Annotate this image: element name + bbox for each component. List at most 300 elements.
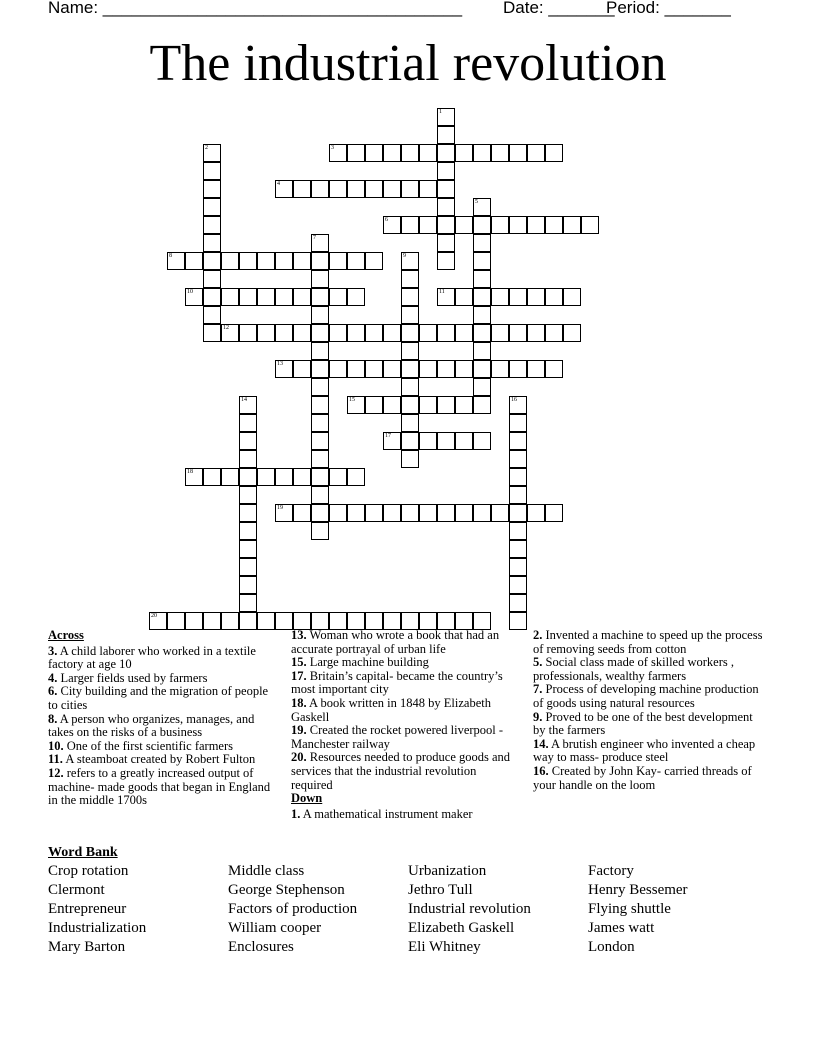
grid-cell[interactable] bbox=[545, 504, 563, 522]
grid-cell[interactable] bbox=[563, 288, 581, 306]
grid-cell[interactable] bbox=[347, 396, 365, 414]
across-heading: Across bbox=[48, 628, 84, 642]
grid-cell[interactable] bbox=[329, 180, 347, 198]
grid-cell[interactable] bbox=[473, 198, 491, 216]
grid-cell[interactable] bbox=[437, 396, 455, 414]
grid-cell[interactable] bbox=[329, 144, 347, 162]
grid-cell[interactable] bbox=[293, 360, 311, 378]
clue-item bbox=[533, 738, 763, 765]
clue-text: Social class made of skilled workers , professionals, wealthy farmers bbox=[533, 655, 734, 683]
clue-text: One of the first scientific farmers bbox=[63, 738, 234, 753]
grid-cell[interactable] bbox=[437, 126, 455, 144]
word-bank-item: Clermont bbox=[48, 882, 105, 898]
clue-number: 8. bbox=[48, 711, 58, 726]
grid-cell[interactable] bbox=[365, 252, 383, 270]
word-bank-item: Crop rotation bbox=[48, 863, 129, 879]
date-field[interactable]: Date: _______ bbox=[503, 0, 615, 17]
clue-item bbox=[48, 672, 278, 686]
grid-cell[interactable] bbox=[509, 432, 527, 450]
cell-number: 2 bbox=[205, 145, 208, 151]
grid-cell[interactable] bbox=[239, 414, 257, 432]
grid-cell[interactable] bbox=[545, 360, 563, 378]
grid-cell[interactable] bbox=[221, 288, 239, 306]
grid-cell[interactable] bbox=[473, 324, 491, 342]
grid-cell[interactable] bbox=[347, 468, 365, 486]
grid-cell[interactable] bbox=[329, 504, 347, 522]
clue-item bbox=[48, 645, 278, 672]
word-bank-title: Word Bank bbox=[48, 845, 118, 860]
grid-cell[interactable] bbox=[275, 180, 293, 198]
clue-text: Process of developing machine production of goods using natural resources bbox=[533, 682, 759, 710]
clue-item bbox=[48, 753, 278, 767]
grid-cell[interactable] bbox=[419, 504, 437, 522]
grid-cell[interactable] bbox=[311, 324, 329, 342]
grid-cell[interactable] bbox=[473, 360, 491, 378]
grid-cell[interactable] bbox=[509, 576, 527, 594]
clue-item bbox=[48, 685, 278, 712]
grid-cell[interactable] bbox=[509, 504, 527, 522]
grid-cell[interactable] bbox=[509, 486, 527, 504]
grid-cell[interactable] bbox=[437, 360, 455, 378]
grid-cell[interactable] bbox=[347, 288, 365, 306]
grid-cell[interactable] bbox=[527, 324, 545, 342]
grid-cell[interactable] bbox=[491, 288, 509, 306]
grid-cell[interactable] bbox=[167, 612, 185, 630]
clue-text: Larger fields used by farmers bbox=[57, 670, 208, 685]
grid-cell[interactable] bbox=[203, 270, 221, 288]
cell-number: 13 bbox=[277, 361, 283, 367]
grid-cell[interactable] bbox=[401, 270, 419, 288]
grid-cell[interactable] bbox=[455, 216, 473, 234]
grid-cell[interactable] bbox=[401, 504, 419, 522]
grid-cell[interactable] bbox=[311, 234, 329, 252]
word-bank-item: Enclosures bbox=[228, 939, 294, 955]
word-bank-item: Mary Barton bbox=[48, 939, 126, 955]
clue-text: A child laborer who worked in a textile factory at age 10 bbox=[48, 643, 256, 672]
grid-cell[interactable] bbox=[491, 324, 509, 342]
grid-cell[interactable] bbox=[293, 504, 311, 522]
clue-item bbox=[291, 670, 521, 697]
grid-cell[interactable] bbox=[455, 324, 473, 342]
grid-cell[interactable] bbox=[293, 252, 311, 270]
grid-cell[interactable] bbox=[509, 144, 527, 162]
grid-cell[interactable] bbox=[473, 270, 491, 288]
clue-item bbox=[533, 711, 763, 738]
grid-cell[interactable] bbox=[509, 360, 527, 378]
grid-cell[interactable] bbox=[257, 252, 275, 270]
word-bank-item: Elizabeth Gaskell bbox=[408, 920, 515, 936]
word-bank-item: Jethro Tull bbox=[408, 882, 473, 898]
grid-cell[interactable] bbox=[221, 324, 239, 342]
grid-cell[interactable] bbox=[491, 504, 509, 522]
word-bank-item: London bbox=[588, 939, 635, 955]
clues-column-3 bbox=[533, 629, 763, 792]
down-heading: Down bbox=[291, 791, 323, 806]
grid-cell[interactable] bbox=[311, 306, 329, 324]
grid-cell[interactable] bbox=[419, 180, 437, 198]
grid-cell[interactable] bbox=[311, 396, 329, 414]
grid-cell[interactable] bbox=[491, 216, 509, 234]
grid-cell[interactable] bbox=[203, 144, 221, 162]
grid-cell[interactable] bbox=[383, 396, 401, 414]
grid-cell[interactable] bbox=[311, 432, 329, 450]
cell-number: 18 bbox=[187, 469, 193, 475]
grid-cell[interactable] bbox=[419, 324, 437, 342]
grid-cell[interactable] bbox=[401, 360, 419, 378]
grid-cell[interactable] bbox=[401, 432, 419, 450]
word-bank-item: Industrial revolution bbox=[408, 901, 531, 917]
clue-text: Resources needed to produce goods and services that the industrial revolution required bbox=[291, 750, 511, 792]
name-field[interactable]: Name: ______________________________________ bbox=[48, 0, 463, 17]
grid-cell[interactable] bbox=[563, 324, 581, 342]
grid-cell[interactable] bbox=[509, 324, 527, 342]
clue-text: Britain’s capital- became the country’s most important city bbox=[291, 668, 503, 697]
cell-number: 5 bbox=[475, 199, 478, 205]
grid-cell[interactable] bbox=[419, 144, 437, 162]
cell-number: 15 bbox=[349, 397, 355, 403]
grid-cell[interactable] bbox=[455, 504, 473, 522]
clue-item bbox=[291, 697, 521, 724]
clue-number: 11. bbox=[48, 752, 63, 767]
grid-cell[interactable] bbox=[221, 612, 239, 630]
grid-cell[interactable] bbox=[203, 216, 221, 234]
clues-column-1 bbox=[48, 629, 278, 808]
grid-cell[interactable] bbox=[185, 468, 203, 486]
grid-cell[interactable] bbox=[239, 450, 257, 468]
grid-cell[interactable] bbox=[491, 360, 509, 378]
grid-cell[interactable] bbox=[275, 360, 293, 378]
word-bank-item: Flying shuttle bbox=[588, 901, 671, 917]
grid-cell[interactable] bbox=[167, 252, 185, 270]
grid-cell[interactable] bbox=[311, 522, 329, 540]
grid-cell[interactable] bbox=[437, 252, 455, 270]
grid-cell[interactable] bbox=[473, 342, 491, 360]
grid-cell[interactable] bbox=[203, 180, 221, 198]
grid-cell[interactable] bbox=[239, 612, 257, 630]
grid-cell[interactable] bbox=[347, 360, 365, 378]
grid-cell[interactable] bbox=[149, 612, 167, 630]
grid-cell[interactable] bbox=[365, 504, 383, 522]
grid-cell[interactable] bbox=[527, 360, 545, 378]
grid-cell[interactable] bbox=[203, 468, 221, 486]
grid-cell[interactable] bbox=[455, 396, 473, 414]
grid-cell[interactable] bbox=[311, 180, 329, 198]
clue-item bbox=[533, 765, 763, 792]
grid-cell[interactable] bbox=[473, 306, 491, 324]
grid-cell[interactable] bbox=[275, 288, 293, 306]
grid-cell[interactable] bbox=[473, 216, 491, 234]
grid-cell[interactable] bbox=[545, 324, 563, 342]
grid-cell[interactable] bbox=[239, 558, 257, 576]
word-bank-item: Urbanization bbox=[408, 863, 487, 879]
word-bank-item: Henry Bessemer bbox=[588, 882, 688, 898]
grid-cell[interactable] bbox=[563, 216, 581, 234]
grid-cell[interactable] bbox=[383, 180, 401, 198]
grid-cell[interactable] bbox=[473, 144, 491, 162]
clue-text: Woman who wrote a book that had an accurate portrayal of urban life bbox=[291, 628, 500, 656]
grid-cell[interactable] bbox=[383, 216, 401, 234]
grid-cell[interactable] bbox=[329, 360, 347, 378]
grid-cell[interactable] bbox=[527, 216, 545, 234]
grid-cell[interactable] bbox=[185, 288, 203, 306]
grid-cell[interactable] bbox=[275, 324, 293, 342]
grid-cell[interactable] bbox=[329, 288, 347, 306]
grid-cell[interactable] bbox=[419, 432, 437, 450]
grid-cell[interactable] bbox=[401, 288, 419, 306]
grid-cell[interactable] bbox=[239, 504, 257, 522]
grid-cell[interactable] bbox=[329, 324, 347, 342]
grid-cell[interactable] bbox=[203, 306, 221, 324]
grid-cell[interactable] bbox=[509, 414, 527, 432]
grid-cell[interactable] bbox=[437, 432, 455, 450]
grid-cell[interactable] bbox=[203, 324, 221, 342]
grid-cell[interactable] bbox=[347, 144, 365, 162]
clue-number: 2. bbox=[533, 628, 543, 642]
grid-cell[interactable] bbox=[365, 180, 383, 198]
grid-cell[interactable] bbox=[509, 540, 527, 558]
grid-cell[interactable] bbox=[419, 360, 437, 378]
grid-cell[interactable] bbox=[383, 324, 401, 342]
grid-cell[interactable] bbox=[437, 324, 455, 342]
grid-cell[interactable] bbox=[509, 450, 527, 468]
grid-cell[interactable] bbox=[509, 594, 527, 612]
grid-cell[interactable] bbox=[509, 396, 527, 414]
grid-cell[interactable] bbox=[527, 504, 545, 522]
grid-cell[interactable] bbox=[401, 324, 419, 342]
cell-number: 17 bbox=[385, 433, 391, 439]
grid-cell[interactable] bbox=[311, 486, 329, 504]
grid-cell[interactable] bbox=[329, 468, 347, 486]
grid-cell[interactable] bbox=[527, 288, 545, 306]
grid-cell[interactable] bbox=[419, 216, 437, 234]
grid-cell[interactable] bbox=[347, 180, 365, 198]
grid-cell[interactable] bbox=[473, 234, 491, 252]
clue-item bbox=[533, 656, 763, 683]
clue-item bbox=[291, 751, 521, 792]
clue-number: 20. bbox=[291, 750, 307, 765]
grid-cell[interactable] bbox=[239, 576, 257, 594]
grid-cell[interactable] bbox=[257, 468, 275, 486]
cell-number: 8 bbox=[169, 253, 172, 259]
cell-number: 6 bbox=[385, 217, 388, 223]
grid-cell[interactable] bbox=[185, 252, 203, 270]
grid-cell[interactable] bbox=[239, 432, 257, 450]
clue-text: A mathematical instrument maker bbox=[300, 806, 473, 821]
word-bank-item: Industrialization bbox=[48, 920, 147, 936]
cell-number: 3 bbox=[331, 145, 334, 151]
clue-number: 10. bbox=[48, 738, 64, 753]
cell-number: 20 bbox=[151, 613, 157, 619]
grid-cell[interactable] bbox=[509, 288, 527, 306]
clue-text: Created the rocket powered liverpool - Manchester railway bbox=[291, 723, 504, 751]
grid-cell[interactable] bbox=[401, 414, 419, 432]
grid-cell[interactable] bbox=[437, 216, 455, 234]
word-bank-item: Eli Whitney bbox=[408, 939, 481, 955]
grid-cell[interactable] bbox=[509, 468, 527, 486]
grid-cell[interactable] bbox=[545, 216, 563, 234]
grid-cell[interactable] bbox=[239, 252, 257, 270]
grid-cell[interactable] bbox=[473, 288, 491, 306]
grid-cell[interactable] bbox=[401, 216, 419, 234]
grid-cell[interactable] bbox=[491, 144, 509, 162]
grid-cell[interactable] bbox=[329, 252, 347, 270]
grid-cell[interactable] bbox=[401, 252, 419, 270]
grid-cell[interactable] bbox=[437, 180, 455, 198]
word-bank-item: Factors of production bbox=[228, 901, 358, 917]
grid-cell[interactable] bbox=[527, 144, 545, 162]
clue-number: 5. bbox=[533, 655, 543, 670]
grid-cell[interactable] bbox=[383, 144, 401, 162]
clue-item bbox=[533, 683, 763, 710]
cell-number: 16 bbox=[511, 397, 517, 403]
grid-cell[interactable] bbox=[401, 450, 419, 468]
grid-cell[interactable] bbox=[509, 612, 527, 630]
grid-cell[interactable] bbox=[383, 360, 401, 378]
grid-cell[interactable] bbox=[347, 504, 365, 522]
clue-text: Proved to be one of the best development by the farmers bbox=[533, 709, 753, 738]
clue-item bbox=[291, 629, 521, 656]
grid-cell[interactable] bbox=[383, 504, 401, 522]
grid-cell[interactable] bbox=[437, 144, 455, 162]
clue-number: 17. bbox=[291, 668, 307, 683]
grid-cell[interactable] bbox=[311, 360, 329, 378]
grid-cell[interactable] bbox=[311, 342, 329, 360]
grid-cell[interactable] bbox=[203, 234, 221, 252]
grid-cell[interactable] bbox=[311, 468, 329, 486]
grid-cell[interactable] bbox=[509, 558, 527, 576]
grid-cell[interactable] bbox=[419, 396, 437, 414]
cell-number: 12 bbox=[223, 325, 229, 331]
grid-cell[interactable] bbox=[347, 324, 365, 342]
grid-cell[interactable] bbox=[275, 252, 293, 270]
grid-cell[interactable] bbox=[311, 414, 329, 432]
cell-number: 4 bbox=[277, 181, 280, 187]
grid-cell[interactable] bbox=[437, 504, 455, 522]
grid-cell[interactable] bbox=[455, 288, 473, 306]
word-bank-item: William cooper bbox=[228, 920, 322, 936]
clue-item bbox=[291, 724, 521, 751]
clue-number: 16. bbox=[533, 763, 549, 778]
clue-number: 13. bbox=[291, 628, 307, 642]
grid-cell[interactable] bbox=[455, 432, 473, 450]
grid-cell[interactable] bbox=[203, 252, 221, 270]
grid-cell[interactable] bbox=[257, 612, 275, 630]
student-info-header bbox=[48, 0, 768, 20]
grid-cell[interactable] bbox=[239, 540, 257, 558]
grid-cell[interactable] bbox=[293, 180, 311, 198]
grid-cell[interactable] bbox=[311, 504, 329, 522]
grid-cell[interactable] bbox=[239, 522, 257, 540]
clue-number: 19. bbox=[291, 723, 307, 738]
grid-cell[interactable] bbox=[257, 288, 275, 306]
clue-number: 7. bbox=[533, 682, 543, 697]
clue-number: 1. bbox=[291, 806, 301, 821]
clue-text: A book written in 1848 by Elizabeth Gaskell bbox=[291, 695, 491, 724]
cell-number: 9 bbox=[403, 253, 406, 259]
grid-cell[interactable] bbox=[383, 432, 401, 450]
grid-cell[interactable] bbox=[203, 198, 221, 216]
grid-cell[interactable] bbox=[239, 486, 257, 504]
grid-cell[interactable] bbox=[473, 396, 491, 414]
grid-cell[interactable] bbox=[239, 288, 257, 306]
word-bank-item: James watt bbox=[588, 920, 655, 936]
grid-cell[interactable] bbox=[401, 342, 419, 360]
grid-cell[interactable] bbox=[221, 252, 239, 270]
grid-cell[interactable] bbox=[437, 234, 455, 252]
clue-text: A steamboat created by Robert Fulton bbox=[62, 752, 256, 767]
grid-cell[interactable] bbox=[311, 270, 329, 288]
grid-cell[interactable] bbox=[293, 324, 311, 342]
clue-number: 4. bbox=[48, 670, 58, 685]
grid-cell[interactable] bbox=[311, 288, 329, 306]
grid-cell[interactable] bbox=[455, 144, 473, 162]
clue-text: City building and the migration of people to cities bbox=[48, 684, 269, 712]
grid-cell[interactable] bbox=[239, 468, 257, 486]
grid-cell[interactable] bbox=[185, 612, 203, 630]
grid-cell[interactable] bbox=[293, 468, 311, 486]
grid-cell[interactable] bbox=[509, 522, 527, 540]
grid-cell[interactable] bbox=[473, 504, 491, 522]
grid-cell[interactable] bbox=[401, 396, 419, 414]
grid-cell[interactable] bbox=[545, 144, 563, 162]
clue-text: Large machine building bbox=[306, 655, 429, 670]
period-field[interactable]: Period: _______ bbox=[606, 0, 731, 17]
grid-cell[interactable] bbox=[365, 396, 383, 414]
clue-text: A brutish engineer who invented a cheap way to mass- produce steel bbox=[533, 736, 756, 765]
grid-cell[interactable] bbox=[311, 252, 329, 270]
grid-cell[interactable] bbox=[275, 504, 293, 522]
grid-cell[interactable] bbox=[401, 378, 419, 396]
cell-number: 11 bbox=[439, 289, 445, 295]
grid-cell[interactable] bbox=[509, 216, 527, 234]
grid-cell[interactable] bbox=[311, 450, 329, 468]
word-bank-item: Factory bbox=[588, 863, 634, 879]
grid-cell[interactable] bbox=[437, 198, 455, 216]
grid-cell[interactable] bbox=[365, 144, 383, 162]
clue-item bbox=[291, 656, 521, 670]
grid-cell[interactable] bbox=[437, 108, 455, 126]
grid-cell[interactable] bbox=[437, 162, 455, 180]
grid-cell[interactable] bbox=[239, 594, 257, 612]
grid-cell[interactable] bbox=[401, 306, 419, 324]
grid-cell[interactable] bbox=[221, 468, 239, 486]
grid-cell[interactable] bbox=[365, 324, 383, 342]
grid-cell[interactable] bbox=[473, 432, 491, 450]
grid-cell[interactable] bbox=[401, 180, 419, 198]
grid-cell[interactable] bbox=[239, 324, 257, 342]
grid-cell[interactable] bbox=[365, 360, 383, 378]
grid-cell[interactable] bbox=[545, 288, 563, 306]
grid-cell[interactable] bbox=[455, 360, 473, 378]
grid-cell[interactable] bbox=[347, 252, 365, 270]
grid-cell[interactable] bbox=[311, 378, 329, 396]
cell-number: 1 bbox=[439, 109, 442, 115]
grid-cell[interactable] bbox=[437, 288, 455, 306]
grid-cell[interactable] bbox=[293, 288, 311, 306]
grid-cell[interactable] bbox=[203, 162, 221, 180]
grid-cell[interactable] bbox=[257, 324, 275, 342]
grid-cell[interactable] bbox=[203, 288, 221, 306]
grid-cell[interactable] bbox=[581, 216, 599, 234]
clue-text: Invented a machine to speed up the process of removing seeds from cotton bbox=[533, 628, 763, 656]
grid-cell[interactable] bbox=[473, 252, 491, 270]
grid-cell[interactable] bbox=[203, 612, 221, 630]
grid-cell[interactable] bbox=[401, 144, 419, 162]
clue-number: 14. bbox=[533, 736, 549, 751]
grid-cell[interactable] bbox=[473, 378, 491, 396]
grid-cell[interactable] bbox=[239, 396, 257, 414]
grid-cell[interactable] bbox=[275, 468, 293, 486]
